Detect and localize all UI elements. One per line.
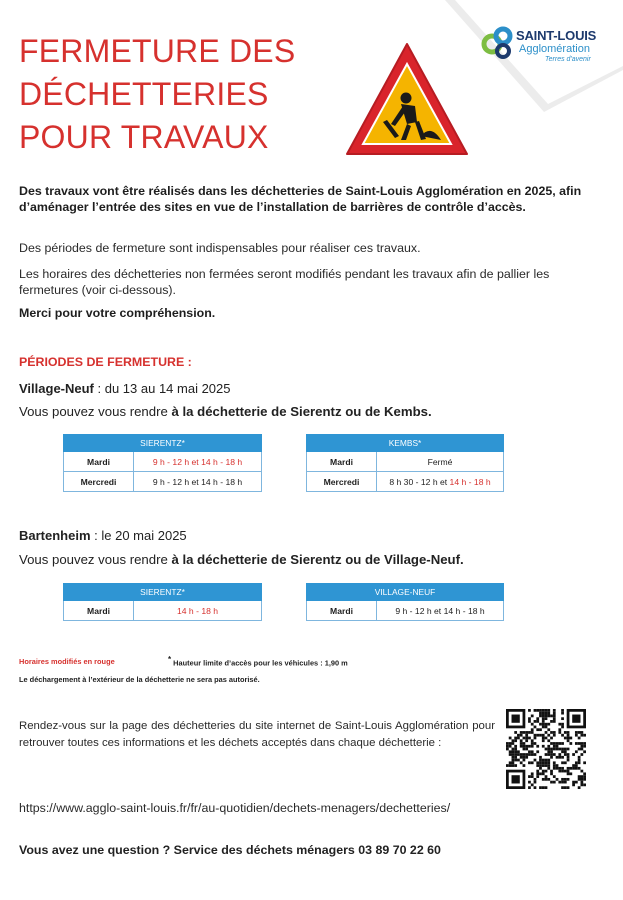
table-header: SIERENTZ* <box>64 584 262 601</box>
hours-cell: Fermé <box>377 452 504 472</box>
page-title <box>19 30 319 159</box>
table-row <box>64 452 262 472</box>
closure-bartenheim <box>19 528 187 543</box>
day-cell: Mercredi <box>64 472 134 492</box>
legend-unloading-notice: Le déchargement à l’extérieur de la déchetterie ne sera pas autorisé. <box>19 675 260 684</box>
modified-hours-paragraph: Les horaires des déchetteries non fermées seront modifiés pendant les travaux afin de pallier les fermetures (voir ci-dessous). <box>19 267 550 297</box>
table-header: SIERENTZ* <box>64 435 262 452</box>
roadworks-warning-sign-icon <box>343 40 471 160</box>
table-row <box>64 472 262 492</box>
qr-code-icon[interactable] <box>506 709 586 789</box>
schedule-table-sierentz <box>63 434 262 492</box>
closure-necessity-paragraph: Des périodes de fermeture sont indispensables pour réaliser ces travaux. <box>19 241 421 255</box>
hours-cell: 9 h - 12 h et 14 h - 18 h <box>134 472 262 492</box>
redirect-destination: à la déchetterie de Sierentz ou de Village-Neuf. <box>171 552 464 567</box>
closure-dates: : du 13 au 14 mai 2025 <box>93 381 231 396</box>
saint-louis-logo <box>479 24 611 68</box>
hours-cell-mixed <box>377 472 504 492</box>
contact-question: Vous avez une question ? Service des déchets ménagers 03 89 70 22 60 <box>19 843 441 857</box>
table-row <box>307 601 504 621</box>
redirect-prefix: Vous pouvez vous rendre <box>19 404 172 419</box>
hours-cell-modified: 14 h - 18 h <box>134 601 262 621</box>
logo-name: SAINT-LOUIS <box>516 28 597 43</box>
closure-periods-heading: PÉRIODES DE FERMETURE : <box>19 355 192 369</box>
closure-site-name: Bartenheim <box>19 528 91 543</box>
schedule-table-village-neuf <box>306 583 504 621</box>
day-cell: Mardi <box>64 452 134 472</box>
redirect-destination: à la déchetterie de Sierentz ou de Kembs. <box>171 404 432 419</box>
legend-star: * <box>168 655 172 664</box>
day-cell: Mardi <box>307 452 377 472</box>
day-cell: Mercredi <box>307 472 377 492</box>
table-row <box>307 452 504 472</box>
logo-subtitle: Agglomération <box>519 43 590 55</box>
hours-modified: 14 h - 18 h <box>449 476 491 487</box>
redirect-prefix: Vous pouvez vous rendre <box>19 552 172 567</box>
closure-site-name: Village-Neuf <box>19 381 94 396</box>
intro-paragraph: Des travaux vont être réalisés dans les déchetteries de Saint-Louis Agglomération en 2025, afin d’aménager l’entrée des sites en vue de l’installation de barrières de contrôle d’accès. <box>19 184 582 214</box>
day-cell: Mardi <box>64 601 134 621</box>
title-line-2: DÉCHETTERIES <box>19 76 269 112</box>
website-url-link[interactable]: https://www.agglo-saint-louis.fr/fr/au-quotidien/dechets-menagers/dechetteries/ <box>19 801 451 815</box>
redirect-bartenheim <box>19 552 464 567</box>
table-header: VILLAGE-NEUF <box>307 584 504 601</box>
table-header: KEMBS* <box>307 435 504 452</box>
thanks-text: Merci pour votre compréhension. <box>19 306 216 320</box>
table-row <box>307 472 504 492</box>
legend-height-limit <box>168 655 348 667</box>
closure-village-neuf <box>19 381 231 396</box>
legend-modified-hours: Horaires modifiés en rouge <box>19 657 115 666</box>
title-line-1: FERMETURE DES <box>19 33 296 69</box>
hours-cell-modified: 9 h - 12 h et 14 h - 18 h <box>134 452 262 472</box>
closure-dates: : le 20 mai 2025 <box>90 528 187 543</box>
title-line-3: POUR TRAVAUX <box>19 119 269 155</box>
day-cell: Mardi <box>307 601 377 621</box>
table-row <box>64 601 262 621</box>
schedule-table-sierentz-bartenheim <box>63 583 262 621</box>
redirect-village-neuf <box>19 404 432 419</box>
hours-unchanged: 8 h 30 - 12 h et <box>389 476 450 487</box>
logo-mark-icon <box>479 24 517 62</box>
hours-cell: 9 h - 12 h et 14 h - 18 h <box>377 601 504 621</box>
legend-height-text: Hauteur limite d’accès pour les véhicules : 1,90 m <box>171 658 348 668</box>
visit-website-text: Rendez-vous sur la page des déchetteries du site internet de Saint-Louis Agglomération pour retrouver toutes ces informations et les déchets acceptés dans chaque déchetterie : <box>19 720 495 749</box>
schedule-table-kembs <box>306 434 504 492</box>
logo-tagline: Terres d'avenir <box>545 56 591 63</box>
